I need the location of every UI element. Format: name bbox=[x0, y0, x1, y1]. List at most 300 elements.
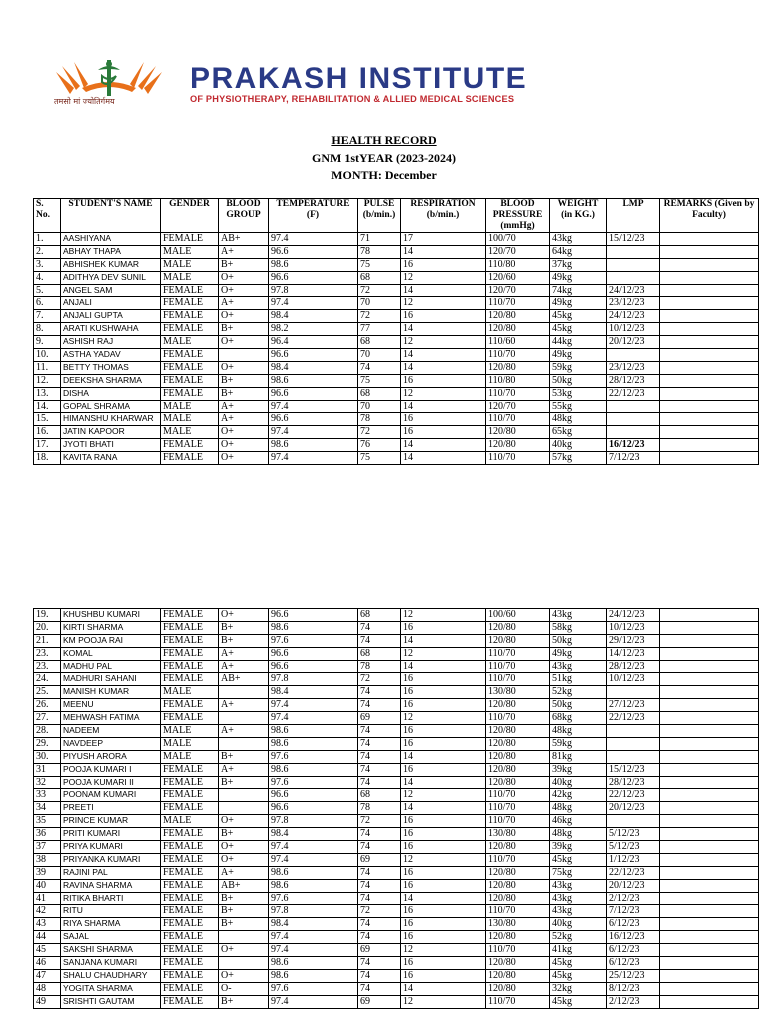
gender-cell: FEMALE bbox=[161, 660, 219, 673]
blood-group-cell: B+ bbox=[219, 387, 269, 400]
lmp-cell: 24/12/23 bbox=[607, 310, 660, 323]
blood-group-cell: O- bbox=[219, 982, 269, 995]
remarks-cell bbox=[660, 725, 759, 738]
lmp-cell bbox=[607, 426, 660, 439]
table-row bbox=[34, 634, 759, 647]
respiration-cell: 16 bbox=[401, 879, 486, 892]
month-title: MONTH: December bbox=[331, 168, 437, 182]
student-name-cell: NADEEM bbox=[61, 725, 161, 738]
gender-cell: MALE bbox=[161, 750, 219, 763]
table-row bbox=[34, 853, 759, 866]
respiration-cell: 16 bbox=[401, 310, 486, 323]
student-name-cell: KM POOJA RAI bbox=[61, 634, 161, 647]
col-header: BLOOD GROUP bbox=[219, 199, 269, 233]
temperature-cell: 97.4 bbox=[269, 452, 358, 465]
pulse-cell: 74 bbox=[358, 763, 401, 776]
col-header: S. No. bbox=[34, 199, 61, 233]
respiration-cell: 14 bbox=[401, 245, 486, 258]
blood-group-cell: B+ bbox=[219, 995, 269, 1008]
gender-cell: FEMALE bbox=[161, 323, 219, 336]
weight-cell: 39kg bbox=[550, 841, 607, 854]
col-header: WEIGHT (in KG.) bbox=[550, 199, 607, 233]
lmp-cell: 6/12/23 bbox=[607, 957, 660, 970]
respiration-cell: 17 bbox=[401, 233, 486, 246]
table-row bbox=[34, 413, 759, 426]
blood-pressure-cell: 120/80 bbox=[486, 310, 550, 323]
blood-pressure-cell: 100/70 bbox=[486, 233, 550, 246]
table-row bbox=[34, 660, 759, 673]
table-row bbox=[34, 439, 759, 452]
serial-no-cell: 42 bbox=[34, 905, 61, 918]
remarks-cell bbox=[660, 660, 759, 673]
table-row bbox=[34, 387, 759, 400]
table-row bbox=[34, 258, 759, 271]
lmp-cell: 25/12/23 bbox=[607, 969, 660, 982]
remarks-cell bbox=[660, 712, 759, 725]
serial-no-cell: 38 bbox=[34, 853, 61, 866]
gender-cell: FEMALE bbox=[161, 284, 219, 297]
pulse-cell: 74 bbox=[358, 969, 401, 982]
weight-cell: 46kg bbox=[550, 815, 607, 828]
blood-pressure-cell: 110/70 bbox=[486, 647, 550, 660]
table-row bbox=[34, 310, 759, 323]
table-row bbox=[34, 400, 759, 413]
student-name-cell: MADHURI SAHANI bbox=[61, 673, 161, 686]
blood-group-cell: O+ bbox=[219, 284, 269, 297]
weight-cell: 52kg bbox=[550, 931, 607, 944]
gender-cell: FEMALE bbox=[161, 349, 219, 362]
remarks-cell bbox=[660, 310, 759, 323]
respiration-cell: 14 bbox=[401, 323, 486, 336]
student-name-cell: SAJAL bbox=[61, 931, 161, 944]
lmp-cell: 20/12/23 bbox=[607, 802, 660, 815]
table-row bbox=[34, 361, 759, 374]
gender-cell: MALE bbox=[161, 336, 219, 349]
table-body-page2 bbox=[34, 609, 759, 1009]
weight-cell: 45kg bbox=[550, 995, 607, 1008]
serial-no-cell: 23. bbox=[34, 660, 61, 673]
respiration-cell: 16 bbox=[401, 673, 486, 686]
weight-cell: 45kg bbox=[550, 323, 607, 336]
temperature-cell: 98.6 bbox=[269, 374, 358, 387]
respiration-cell: 16 bbox=[401, 815, 486, 828]
blood-pressure-cell: 110/70 bbox=[486, 673, 550, 686]
blood-pressure-cell: 110/70 bbox=[486, 297, 550, 310]
temperature-cell: 97.6 bbox=[269, 892, 358, 905]
blood-pressure-cell: 110/70 bbox=[486, 349, 550, 362]
blood-group-cell: B+ bbox=[219, 750, 269, 763]
weight-cell: 45kg bbox=[550, 853, 607, 866]
respiration-cell: 16 bbox=[401, 957, 486, 970]
pulse-cell: 71 bbox=[358, 233, 401, 246]
blood-pressure-cell: 130/80 bbox=[486, 686, 550, 699]
gender-cell: FEMALE bbox=[161, 310, 219, 323]
respiration-cell: 14 bbox=[401, 400, 486, 413]
respiration-cell: 14 bbox=[401, 982, 486, 995]
respiration-cell: 12 bbox=[401, 609, 486, 622]
gender-cell: FEMALE bbox=[161, 297, 219, 310]
student-name-cell: ASTHA YADAV bbox=[61, 349, 161, 362]
table-row bbox=[34, 271, 759, 284]
blood-pressure-cell: 120/80 bbox=[486, 957, 550, 970]
student-name-cell: KHUSHBU KUMARI bbox=[61, 609, 161, 622]
remarks-cell bbox=[660, 750, 759, 763]
table-row bbox=[34, 297, 759, 310]
pulse-cell: 68 bbox=[358, 647, 401, 660]
table-row bbox=[34, 673, 759, 686]
remarks-cell bbox=[660, 297, 759, 310]
table-row bbox=[34, 969, 759, 982]
lmp-cell: 20/12/23 bbox=[607, 879, 660, 892]
table-row bbox=[34, 647, 759, 660]
student-name-cell: KIRTI SHARMA bbox=[61, 621, 161, 634]
temperature-cell: 98.6 bbox=[269, 879, 358, 892]
student-name-cell: KAVITA RANA bbox=[61, 452, 161, 465]
serial-no-cell: 29. bbox=[34, 737, 61, 750]
pulse-cell: 72 bbox=[358, 426, 401, 439]
respiration-cell: 16 bbox=[401, 737, 486, 750]
serial-no-cell: 13. bbox=[34, 387, 61, 400]
respiration-cell: 16 bbox=[401, 905, 486, 918]
remarks-cell bbox=[660, 763, 759, 776]
lmp-cell: 16/12/23 bbox=[607, 931, 660, 944]
serial-no-cell: 41 bbox=[34, 892, 61, 905]
serial-no-cell: 31 bbox=[34, 763, 61, 776]
student-name-cell: SANJANA KUMARI bbox=[61, 957, 161, 970]
respiration-cell: 16 bbox=[401, 763, 486, 776]
serial-no-cell: 24. bbox=[34, 673, 61, 686]
lmp-cell: 6/12/23 bbox=[607, 918, 660, 931]
table-row bbox=[34, 349, 759, 362]
temperature-cell: 98.4 bbox=[269, 828, 358, 841]
gender-cell: FEMALE bbox=[161, 634, 219, 647]
table-row bbox=[34, 866, 759, 879]
remarks-cell bbox=[660, 815, 759, 828]
pulse-cell: 70 bbox=[358, 297, 401, 310]
gender-cell: MALE bbox=[161, 400, 219, 413]
blood-pressure-cell: 120/80 bbox=[486, 763, 550, 776]
weight-cell: 40kg bbox=[550, 776, 607, 789]
temperature-cell: 98.2 bbox=[269, 323, 358, 336]
weight-cell: 55kg bbox=[550, 400, 607, 413]
blood-pressure-cell: 120/80 bbox=[486, 361, 550, 374]
remarks-cell bbox=[660, 879, 759, 892]
gender-cell: FEMALE bbox=[161, 452, 219, 465]
serial-no-cell: 9. bbox=[34, 336, 61, 349]
blood-group-cell: B+ bbox=[219, 905, 269, 918]
gender-cell: FEMALE bbox=[161, 673, 219, 686]
lmp-cell: 7/12/23 bbox=[607, 452, 660, 465]
serial-no-cell: 12. bbox=[34, 374, 61, 387]
gender-cell: FEMALE bbox=[161, 699, 219, 712]
blood-group-cell: B+ bbox=[219, 828, 269, 841]
weight-cell: 48kg bbox=[550, 828, 607, 841]
respiration-cell: 16 bbox=[401, 374, 486, 387]
remarks-cell bbox=[660, 452, 759, 465]
pulse-cell: 68 bbox=[358, 336, 401, 349]
blood-pressure-cell: 110/60 bbox=[486, 336, 550, 349]
blood-group-cell bbox=[219, 802, 269, 815]
blood-group-cell: O+ bbox=[219, 361, 269, 374]
lmp-cell bbox=[607, 413, 660, 426]
remarks-cell bbox=[660, 866, 759, 879]
remarks-cell bbox=[660, 969, 759, 982]
student-name-cell: ABHISHEK KUMAR bbox=[61, 258, 161, 271]
blood-pressure-cell: 120/70 bbox=[486, 284, 550, 297]
temperature-cell: 98.6 bbox=[269, 737, 358, 750]
col-header: BLOOD PRESSURE (mmHg) bbox=[486, 199, 550, 233]
blood-group-cell: O+ bbox=[219, 426, 269, 439]
respiration-cell: 12 bbox=[401, 853, 486, 866]
blood-pressure-cell: 120/80 bbox=[486, 892, 550, 905]
weight-cell: 41kg bbox=[550, 944, 607, 957]
pulse-cell: 74 bbox=[358, 776, 401, 789]
student-name-cell: ANJALI GUPTA bbox=[61, 310, 161, 323]
weight-cell: 51kg bbox=[550, 673, 607, 686]
weight-cell: 65kg bbox=[550, 426, 607, 439]
gender-cell: FEMALE bbox=[161, 609, 219, 622]
temperature-cell: 97.8 bbox=[269, 284, 358, 297]
weight-cell: 49kg bbox=[550, 271, 607, 284]
respiration-cell: 12 bbox=[401, 647, 486, 660]
pulse-cell: 68 bbox=[358, 609, 401, 622]
student-name-cell: AASHIYANA bbox=[61, 233, 161, 246]
gender-cell: MALE bbox=[161, 258, 219, 271]
student-name-cell: POOJA KUMARI I bbox=[61, 763, 161, 776]
health-table-page1 bbox=[33, 198, 759, 465]
pulse-cell: 68 bbox=[358, 271, 401, 284]
student-name-cell: SHALU CHAUDHARY bbox=[61, 969, 161, 982]
pulse-cell: 78 bbox=[358, 660, 401, 673]
serial-no-cell: 10. bbox=[34, 349, 61, 362]
course-text: GNM 1stYEAR (2023-2024) bbox=[312, 151, 456, 165]
blood-pressure-cell: 110/70 bbox=[486, 802, 550, 815]
pulse-cell: 72 bbox=[358, 310, 401, 323]
gender-cell: FEMALE bbox=[161, 712, 219, 725]
pulse-cell: 72 bbox=[358, 905, 401, 918]
student-name-cell: PRIYANKA KUMARI bbox=[61, 853, 161, 866]
lmp-cell: 5/12/23 bbox=[607, 841, 660, 854]
remarks-cell bbox=[660, 957, 759, 970]
pulse-cell: 74 bbox=[358, 699, 401, 712]
pulse-cell: 69 bbox=[358, 853, 401, 866]
serial-no-cell: 32 bbox=[34, 776, 61, 789]
serial-no-cell: 18. bbox=[34, 452, 61, 465]
table-row bbox=[34, 609, 759, 622]
table-row bbox=[34, 905, 759, 918]
blood-group-cell: B+ bbox=[219, 776, 269, 789]
remarks-cell bbox=[660, 905, 759, 918]
gender-cell: FEMALE bbox=[161, 905, 219, 918]
gender-cell: FEMALE bbox=[161, 802, 219, 815]
serial-no-cell: 36 bbox=[34, 828, 61, 841]
table-row bbox=[34, 879, 759, 892]
gender-cell: FEMALE bbox=[161, 918, 219, 931]
blood-group-cell: O+ bbox=[219, 310, 269, 323]
blood-pressure-cell: 110/70 bbox=[486, 789, 550, 802]
pulse-cell: 69 bbox=[358, 712, 401, 725]
blood-pressure-cell: 120/70 bbox=[486, 400, 550, 413]
blood-pressure-cell: 120/70 bbox=[486, 245, 550, 258]
table-row bbox=[34, 944, 759, 957]
lmp-cell: 6/12/23 bbox=[607, 944, 660, 957]
lmp-cell bbox=[607, 349, 660, 362]
respiration-cell: 14 bbox=[401, 439, 486, 452]
respiration-cell: 14 bbox=[401, 892, 486, 905]
serial-no-cell: 14. bbox=[34, 400, 61, 413]
serial-no-cell: 37 bbox=[34, 841, 61, 854]
remarks-cell bbox=[660, 426, 759, 439]
lmp-cell: 24/12/23 bbox=[607, 284, 660, 297]
temperature-cell: 96.6 bbox=[269, 660, 358, 673]
student-name-cell: ASHISH RAJ bbox=[61, 336, 161, 349]
student-name-cell: MADHU PAL bbox=[61, 660, 161, 673]
gender-cell: FEMALE bbox=[161, 361, 219, 374]
temperature-cell: 96.6 bbox=[269, 789, 358, 802]
blood-pressure-cell: 120/80 bbox=[486, 879, 550, 892]
table-row bbox=[34, 789, 759, 802]
lmp-cell bbox=[607, 815, 660, 828]
serial-no-cell: 4. bbox=[34, 271, 61, 284]
lmp-cell: 20/12/23 bbox=[607, 336, 660, 349]
blood-group-cell bbox=[219, 931, 269, 944]
student-name-cell: RIYA SHARMA bbox=[61, 918, 161, 931]
weight-cell: 43kg bbox=[550, 905, 607, 918]
col-header: LMP bbox=[607, 199, 660, 233]
col-header: REMARKS (Given by Faculty) bbox=[660, 199, 759, 233]
serial-no-cell: 46 bbox=[34, 957, 61, 970]
blood-pressure-cell: 120/80 bbox=[486, 634, 550, 647]
respiration-cell: 16 bbox=[401, 621, 486, 634]
respiration-cell: 14 bbox=[401, 750, 486, 763]
serial-no-cell: 25. bbox=[34, 686, 61, 699]
remarks-cell bbox=[660, 439, 759, 452]
temperature-cell: 96.6 bbox=[269, 802, 358, 815]
institute-name: PRAKASH INSTITUTE bbox=[190, 62, 528, 95]
weight-cell: 40kg bbox=[550, 918, 607, 931]
table-row bbox=[34, 336, 759, 349]
pulse-cell: 74 bbox=[358, 866, 401, 879]
respiration-cell: 16 bbox=[401, 931, 486, 944]
lmp-cell: 8/12/23 bbox=[607, 982, 660, 995]
blood-group-cell: A+ bbox=[219, 400, 269, 413]
blood-group-cell: A+ bbox=[219, 763, 269, 776]
remarks-cell bbox=[660, 686, 759, 699]
respiration-cell: 16 bbox=[401, 841, 486, 854]
temperature-cell: 97.4 bbox=[269, 853, 358, 866]
serial-no-cell: 45 bbox=[34, 944, 61, 957]
col-header: TEMPERATURE (F) bbox=[269, 199, 358, 233]
pulse-cell: 72 bbox=[358, 815, 401, 828]
col-header: STUDENT'S NAME bbox=[61, 199, 161, 233]
respiration-cell: 12 bbox=[401, 789, 486, 802]
blood-group-cell: O+ bbox=[219, 853, 269, 866]
gender-cell: MALE bbox=[161, 815, 219, 828]
gender-cell: FEMALE bbox=[161, 957, 219, 970]
student-name-cell: POOJA KUMARI II bbox=[61, 776, 161, 789]
gender-cell: FEMALE bbox=[161, 776, 219, 789]
pulse-cell: 74 bbox=[358, 957, 401, 970]
lmp-cell: 10/12/23 bbox=[607, 621, 660, 634]
lmp-cell bbox=[607, 245, 660, 258]
blood-group-cell: A+ bbox=[219, 647, 269, 660]
blood-pressure-cell: 110/70 bbox=[486, 660, 550, 673]
temperature-cell: 96.6 bbox=[269, 349, 358, 362]
remarks-cell bbox=[660, 336, 759, 349]
temperature-cell: 97.4 bbox=[269, 712, 358, 725]
weight-cell: 50kg bbox=[550, 699, 607, 712]
serial-no-cell: 11. bbox=[34, 361, 61, 374]
blood-group-cell: O+ bbox=[219, 271, 269, 284]
temperature-cell: 96.6 bbox=[269, 413, 358, 426]
temperature-cell: 96.6 bbox=[269, 271, 358, 284]
temperature-cell: 98.4 bbox=[269, 361, 358, 374]
student-name-cell: JYOTI BHATI bbox=[61, 439, 161, 452]
pulse-cell: 78 bbox=[358, 802, 401, 815]
remarks-cell bbox=[660, 918, 759, 931]
student-name-cell: NAVDEEP bbox=[61, 737, 161, 750]
blood-group-cell: A+ bbox=[219, 297, 269, 310]
student-name-cell: ADITHYA DEV SUNIL bbox=[61, 271, 161, 284]
blood-pressure-cell: 110/70 bbox=[486, 853, 550, 866]
table-header-row bbox=[34, 199, 759, 233]
blood-group-cell: O+ bbox=[219, 944, 269, 957]
serial-no-cell: 3. bbox=[34, 258, 61, 271]
respiration-cell: 16 bbox=[401, 258, 486, 271]
remarks-cell bbox=[660, 245, 759, 258]
blood-pressure-cell: 130/80 bbox=[486, 918, 550, 931]
blood-pressure-cell: 110/70 bbox=[486, 712, 550, 725]
gender-cell: FEMALE bbox=[161, 828, 219, 841]
temperature-cell: 97.8 bbox=[269, 905, 358, 918]
remarks-cell bbox=[660, 323, 759, 336]
respiration-cell: 16 bbox=[401, 725, 486, 738]
student-name-cell: HIMANSHU KHARWAR bbox=[61, 413, 161, 426]
serial-no-cell: 20. bbox=[34, 621, 61, 634]
respiration-cell: 16 bbox=[401, 866, 486, 879]
lmp-cell bbox=[607, 400, 660, 413]
student-name-cell: PREETI bbox=[61, 802, 161, 815]
serial-no-cell: 44 bbox=[34, 931, 61, 944]
gender-cell: FEMALE bbox=[161, 647, 219, 660]
pulse-cell: 70 bbox=[358, 400, 401, 413]
serial-no-cell: 15. bbox=[34, 413, 61, 426]
temperature-cell: 97.4 bbox=[269, 944, 358, 957]
student-name-cell: MEHWASH FATIMA bbox=[61, 712, 161, 725]
blood-pressure-cell: 120/60 bbox=[486, 271, 550, 284]
respiration-cell: 14 bbox=[401, 634, 486, 647]
temperature-cell: 98.6 bbox=[269, 763, 358, 776]
weight-cell: 39kg bbox=[550, 763, 607, 776]
remarks-cell bbox=[660, 634, 759, 647]
pulse-cell: 74 bbox=[358, 918, 401, 931]
lmp-cell: 23/12/23 bbox=[607, 361, 660, 374]
remarks-cell bbox=[660, 233, 759, 246]
blood-pressure-cell: 110/70 bbox=[486, 944, 550, 957]
serial-no-cell: 23. bbox=[34, 647, 61, 660]
weight-cell: 64kg bbox=[550, 245, 607, 258]
blood-group-cell bbox=[219, 737, 269, 750]
table-row bbox=[34, 750, 759, 763]
lmp-cell: 7/12/23 bbox=[607, 905, 660, 918]
respiration-cell: 14 bbox=[401, 452, 486, 465]
lmp-cell: 27/12/23 bbox=[607, 699, 660, 712]
blood-group-cell: O+ bbox=[219, 969, 269, 982]
student-name-cell: RITIKA BHARTI bbox=[61, 892, 161, 905]
student-name-cell: BETTY THOMAS bbox=[61, 361, 161, 374]
respiration-cell: 12 bbox=[401, 944, 486, 957]
gender-cell: MALE bbox=[161, 413, 219, 426]
